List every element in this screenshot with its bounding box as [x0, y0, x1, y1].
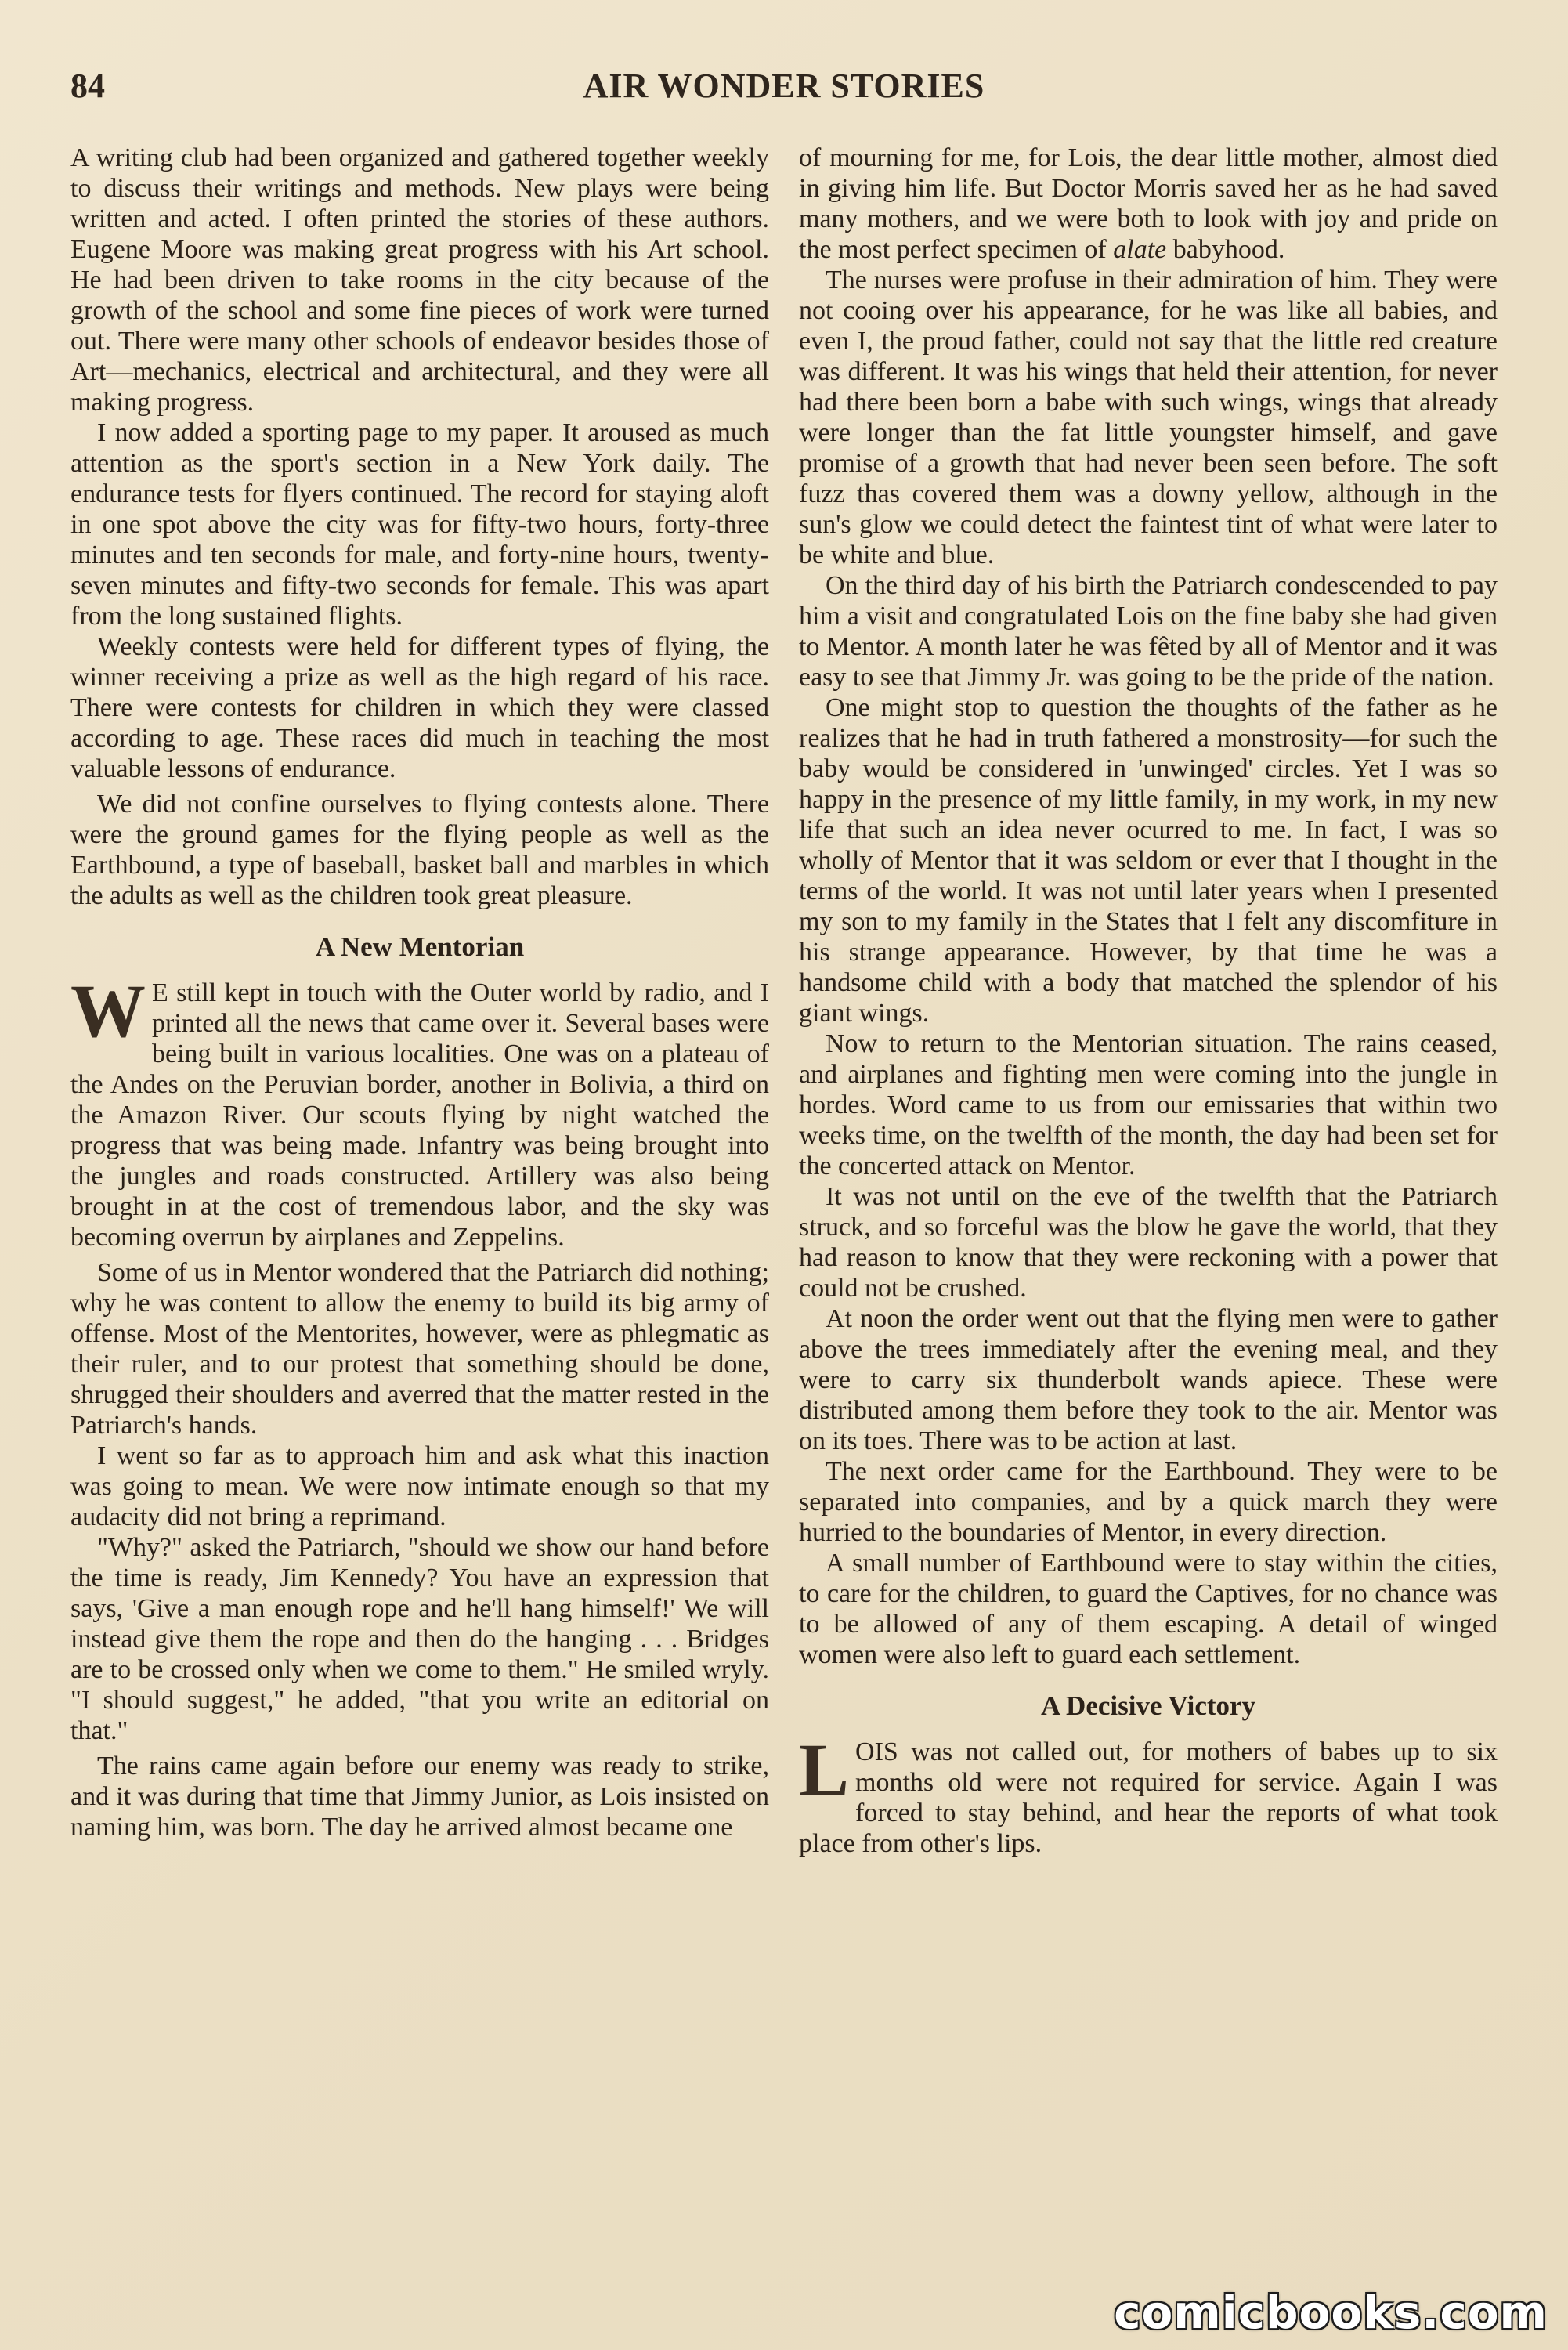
running-title: AIR WONDER STORIES — [583, 67, 985, 105]
paragraph-text: of mourning for me, for Lois, the dear little mother, almost died in giving him life. But Doctor Morris saved her as he had saved many mothers, and we were both to look with joy and pride on the most perfect specimen of — [799, 143, 1498, 264]
opening-paragraph — [70, 969, 769, 1253]
site-watermark: comicbooks.com — [1114, 2286, 1548, 2339]
drop-cap: L — [799, 1728, 850, 1812]
paragraph: I went so far as to approach him and ask what this inaction was going to mean. We were now intimate enough so that my audacity did not bring a reprimand. — [70, 1441, 769, 1531]
paragraph: Some of us in Mentor wondered that the Patriarch did nothing; why he was content to allow the enemy to build its big army of offense. Most of the Mentorites, however, were as phlegmatic as their ruler, and to our protest that something should be done, shrugged their shoulders and averred that the matter rested in the Patriarch's hands. — [70, 1258, 769, 1440]
italic-word: alate — [1113, 235, 1167, 264]
paragraph: The next order came for the Earthbound. They were to be separated into companies, and by a quick march they were hurried to the boundaries of Mentor, in every direction. — [799, 1457, 1498, 1547]
paragraph: We did not confine ourselves to flying contests alone. There were the ground games for the flying people as well as the Earthbound, a type of baseball, basket ball and marbles in which the adults as well as the children took great pleasure. — [70, 790, 769, 910]
section-heading: A New Mentorian — [315, 931, 525, 962]
left-column — [70, 143, 769, 2289]
paragraph-text: babyhood. — [1166, 235, 1285, 264]
paragraph: I now added a sporting page to my paper. It aroused as much attention as the sport's section in a New York daily. The endurance tests for flyers continued. The record for staying aloft in one spot above the city was for fifty-two hours, forty-three minutes and ten seconds for male, and forty-nine hours, twenty-seven minutes and fifty-two seconds for female. This was apart from the long sustained flights. — [70, 418, 769, 631]
paragraph: Weekly contests were held for different types of flying, the winner receiving a prize as well as the high regard of his race. There were contests for children in which they were classed according to age. These races did much in teaching the most valuable lessons of endurance. — [70, 632, 769, 783]
paragraph: One might stop to question the thoughts of the father as he realizes that he had in truth fathered a monstrosity—for such the baby would be considered in 'unwinged' circles. Yet I was so happy in the presence of my little family, in my work, in my new life that such an idea never ocurred to me. In fact, I was so wholly of Mentor that it was seldom or ever that I thought in the terms of the world. It was not until later years when I presented my son to my family in the States that I felt any discomfiture in his strange appearance. However, by that time he was a handsome child with a body that matched the splendor of his giant wings. — [799, 693, 1498, 1028]
right-column — [799, 143, 1498, 2289]
page-number: 84 — [70, 67, 105, 105]
paragraph-text: OIS was not called out, for mothers of babes up to six months old were not required for service. Again I was forced to stay behind, and hear the reports of what took place from other's lips. — [799, 1737, 1498, 1858]
paragraph: Now to return to the Mentorian situation. The rains ceased, and airplanes and fighting men were coming into the jungle in hordes. Word came to us from our emissaries that within two weeks time, on the twelfth of the month, the day had been set for the concerted attack on Mentor. — [799, 1029, 1498, 1180]
opening-paragraph — [799, 1728, 1498, 1859]
drop-cap: W — [70, 969, 146, 1053]
page-header — [63, 61, 1505, 116]
paragraph: A small number of Earthbound were to stay within the cities, to care for the children, to guard the Captives, for no chance was to be allowed of any of them escaping. A detail of winged women were also left to guard each settlement. — [799, 1549, 1498, 1669]
paragraph: The rains came again before our enemy was ready to strike, and it was during that time that Jimmy Junior, as Lois insisted on naming him, was born. The day he arrived almost became one — [70, 1752, 769, 1842]
paragraph: The nurses were profuse in their admiration of him. They were not cooing over his appearance, for he was like all babies, and even I, the proud father, could not say that the little red creature was different. It was his wings that held their attention, for never had there been born a babe with such wings, wings that already were longer than the fat little youngster himself, and gave promise of a growth that had never been seen before. The soft fuzz thas covered them was a downy yellow, although in the sun's glow we could detect the faintest tint of what were later to be white and blue. — [799, 266, 1498, 569]
text-columns — [70, 143, 1498, 2289]
section-heading: A Decisive Victory — [1040, 1690, 1256, 1721]
paragraph: "Why?" asked the Patriarch, "should we show our hand before the time is ready, Jim Kennedy? You have an expression that says, 'Give a man enough rope and he'll hang himself!' We will instead give them the rope and then do the hanging . . . Bridges are to be crossed only when we come to them." He smiled wryly. "I should suggest," he added, "that you write an editorial on that." — [70, 1533, 769, 1745]
paragraph: A writing club had been organized and gathered together weekly to discuss their writings and methods. New plays were being written and acted. I often printed the stories of these authors. Eugene Moore was making great progress with his Art school. He had been driven to take rooms in the city because of the growth of the school and some fine pieces of work were turned out. There were many other schools of endeavor besides those of Art—mechanics, electrical and architectural, and they were all making progress. — [70, 143, 769, 417]
paragraph-text: E still kept in touch with the Outer world by radio, and I printed all the news that came over it. Several bases were being built in various localities. One was on a plateau of the Andes on the Peruvian border, another in Bolivia, a third on the Amazon River. Our scouts flying by night watched the progress that was being made. Infantry was being brought into the jungles and roads constructed. Artillery was also being brought in at the cost of tremendous labor, and the sky was becoming overrun by airplanes and Zeppelins. — [70, 978, 769, 1252]
paragraph: At noon the order went out that the flying men were to gather above the trees immediately after the evening meal, and they were to carry six thunderbolt wands apiece. These were distributed among them before they took to the air. Mentor was on its toes. There was to be action at last. — [799, 1304, 1498, 1455]
paragraph: On the third day of his birth the Patriarch condescended to pay him a visit and congratulated Lois on the fine baby she had given to Mentor. A month later he was fêted by all of Mentor and it was easy to see that Jimmy Jr. was going to be the pride of the nation. — [799, 571, 1498, 692]
paragraph — [799, 143, 1498, 265]
paragraph: It was not until on the eve of the twelfth that the Patriarch struck, and so forceful was the blow he gave the world, that they had reason to know that they were reckoning with a power that could not be crushed. — [799, 1182, 1498, 1303]
